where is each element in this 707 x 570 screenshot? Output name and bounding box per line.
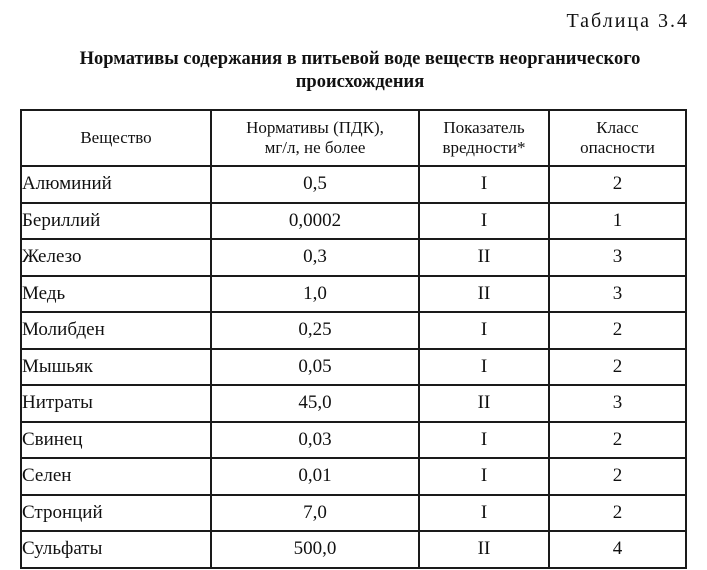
cell-indicator: I: [419, 203, 549, 240]
cell-indicator: I: [419, 349, 549, 386]
header-hazard-class-line-1: Класс: [596, 118, 639, 137]
header-indicator-line-1: Показатель: [443, 118, 525, 137]
cell-hazard-class: 4: [549, 531, 686, 568]
cell-norm: 0,3: [211, 239, 419, 276]
table-title-line-1: Нормативы содержания в питьевой воде веществ неорганического: [79, 49, 641, 69]
cell-hazard-class: 3: [549, 276, 686, 313]
table-row: [21, 203, 686, 240]
header-hazard-class: [549, 110, 686, 166]
cell-substance: Молибден: [21, 312, 211, 349]
table-row: [21, 495, 686, 532]
table-header-row: [21, 110, 686, 166]
cell-indicator: II: [419, 239, 549, 276]
table-row: [21, 349, 686, 386]
header-norm: [211, 110, 419, 166]
table-row: [21, 312, 686, 349]
cell-substance: Железо: [21, 239, 211, 276]
table-row: [21, 531, 686, 568]
cell-norm: 0,0002: [211, 203, 419, 240]
cell-norm: 500,0: [211, 531, 419, 568]
header-norm-line-1: Нормативы (ПДК),: [246, 118, 384, 137]
header-indicator: [419, 110, 549, 166]
table-row: [21, 422, 686, 459]
header-indicator-line-2: вредности*: [442, 138, 526, 157]
cell-hazard-class: 2: [549, 458, 686, 495]
table-row: [21, 385, 686, 422]
cell-norm: 1,0: [211, 276, 419, 313]
cell-indicator: II: [419, 276, 549, 313]
cell-hazard-class: 2: [549, 422, 686, 459]
cell-norm: 0,5: [211, 166, 419, 203]
cell-hazard-class: 2: [549, 166, 686, 203]
table-title-line-2: происхождения: [295, 72, 425, 92]
cell-hazard-class: 2: [549, 312, 686, 349]
cell-norm: 0,01: [211, 458, 419, 495]
cell-norm: 45,0: [211, 385, 419, 422]
cell-indicator: I: [419, 495, 549, 532]
cell-indicator: II: [419, 531, 549, 568]
cell-substance: Медь: [21, 276, 211, 313]
header-hazard-class-line-2: опасности: [580, 138, 655, 157]
header-substance: [21, 110, 211, 166]
standards-table: [20, 109, 687, 569]
header-norm-line-2: мг/л, не более: [264, 138, 366, 157]
table-row: [21, 458, 686, 495]
table-row: [21, 239, 686, 276]
cell-substance: Свинец: [21, 422, 211, 459]
cell-substance: Алюминий: [21, 166, 211, 203]
cell-norm: 7,0: [211, 495, 419, 532]
cell-hazard-class: 3: [549, 385, 686, 422]
cell-substance: Селен: [21, 458, 211, 495]
cell-norm: 0,03: [211, 422, 419, 459]
cell-indicator: I: [419, 312, 549, 349]
cell-substance: Нитраты: [21, 385, 211, 422]
cell-norm: 0,05: [211, 349, 419, 386]
cell-hazard-class: 3: [549, 239, 686, 276]
cell-substance: Бериллий: [21, 203, 211, 240]
table-number-label: Таблица 3.4: [566, 10, 689, 32]
header-substance-text: Вещество: [80, 128, 152, 147]
cell-hazard-class: 2: [549, 349, 686, 386]
cell-hazard-class: 2: [549, 495, 686, 532]
cell-substance: Сульфаты: [21, 531, 211, 568]
table-row: [21, 166, 686, 203]
cell-substance: Стронций: [21, 495, 211, 532]
table-row: [21, 276, 686, 313]
cell-indicator: I: [419, 422, 549, 459]
cell-hazard-class: 1: [549, 203, 686, 240]
cell-norm: 0,25: [211, 312, 419, 349]
table-title: [10, 48, 707, 94]
cell-indicator: I: [419, 458, 549, 495]
cell-indicator: I: [419, 166, 549, 203]
cell-indicator: II: [419, 385, 549, 422]
cell-substance: Мышьяк: [21, 349, 211, 386]
